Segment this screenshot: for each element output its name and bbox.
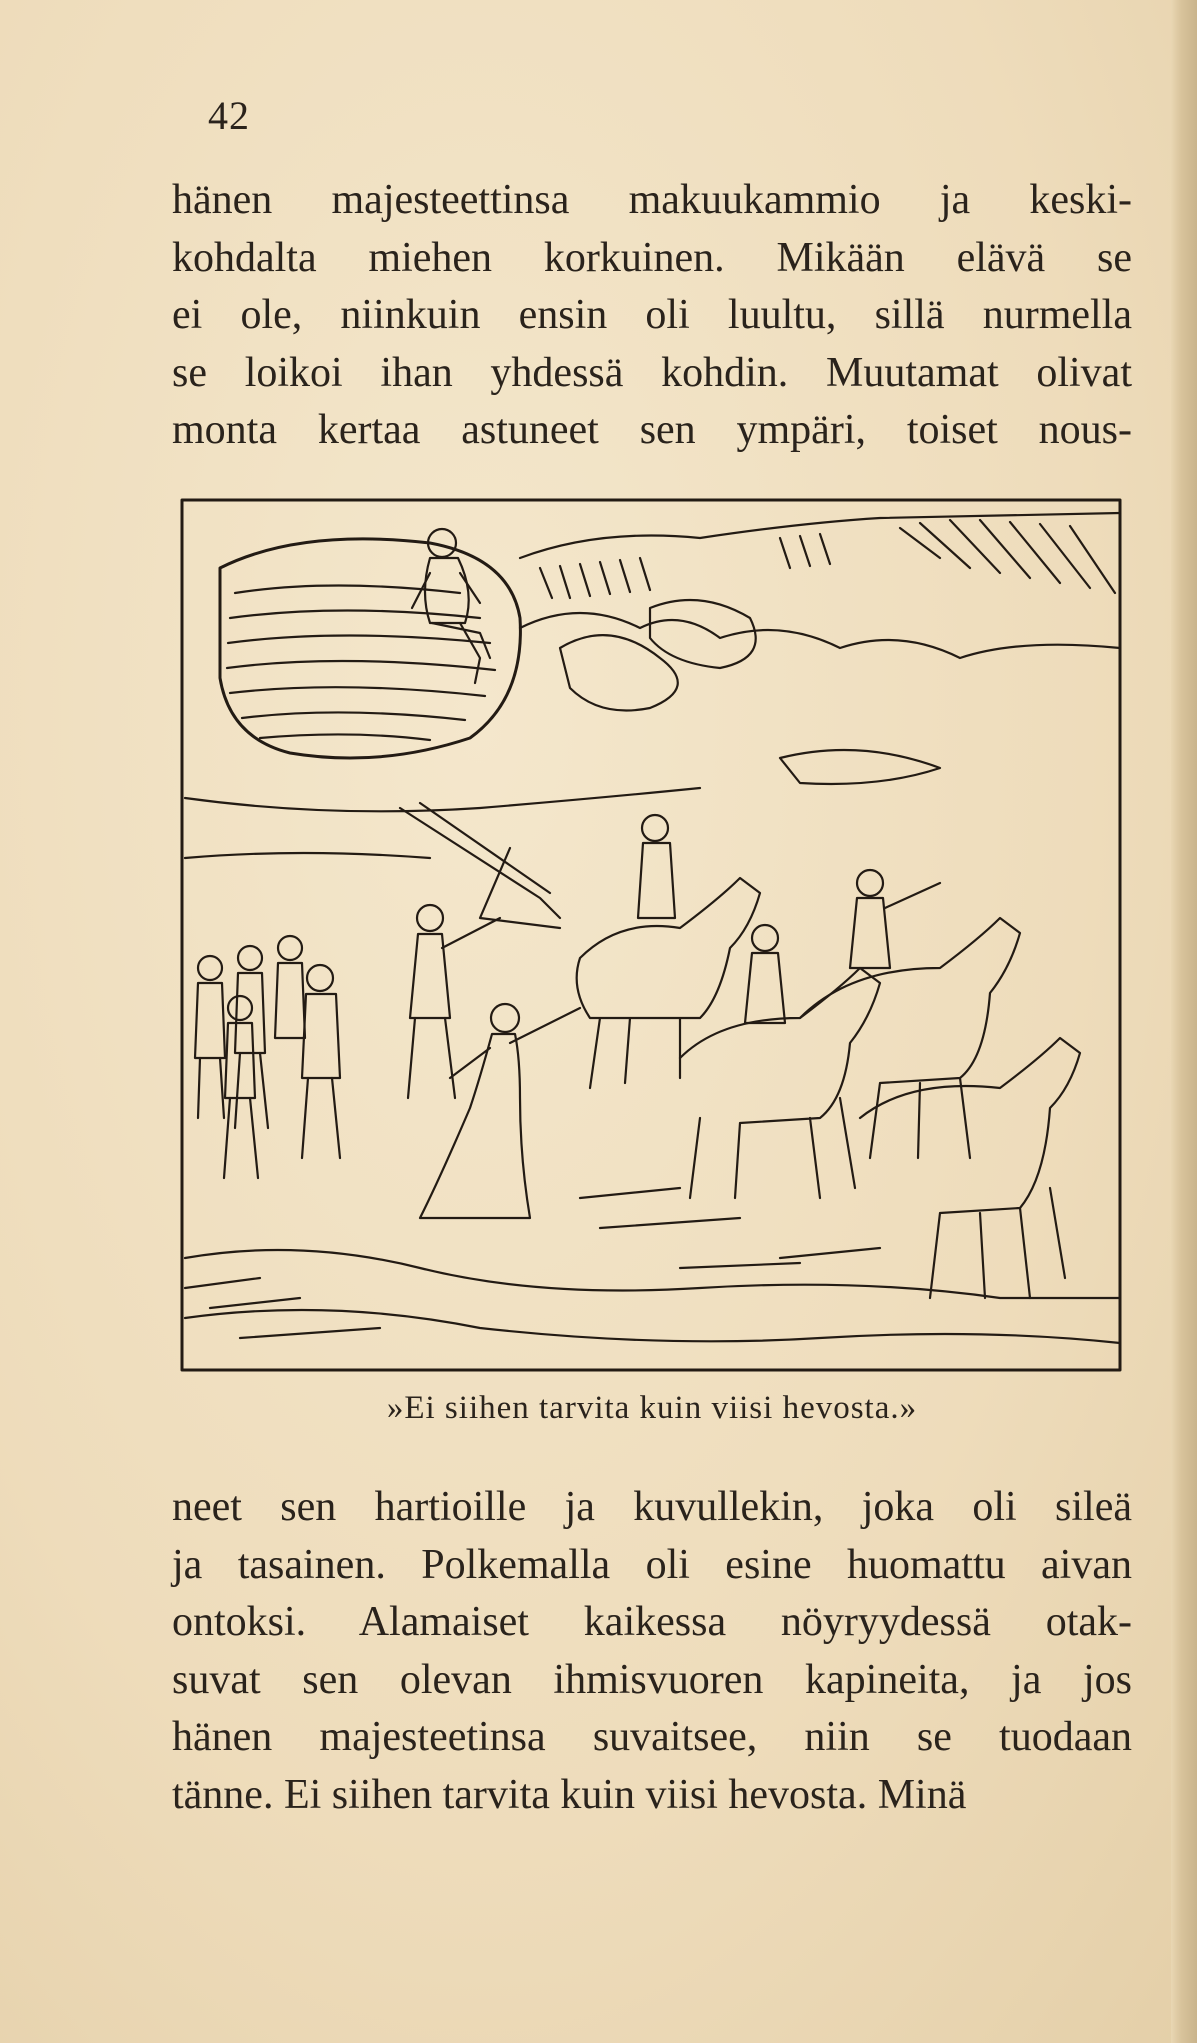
bottom-paragraph xyxy=(172,1479,1132,1825)
text-line: hänen majesteettinsa makuukammio ja keski- xyxy=(172,177,1132,223)
text-line: hänen majesteetinsa suvaitsee, niin se tuodaan xyxy=(172,1714,1132,1761)
illustration xyxy=(180,498,1122,1372)
page-edge xyxy=(1171,0,1197,2043)
seated-figure xyxy=(412,529,490,683)
crowd-left xyxy=(195,936,340,1178)
text-line: ontoksi. Alamaiset kaikessa nöyryydessä otak- xyxy=(172,1599,1132,1646)
illustration-caption: »Ei siihen tarvita kuin viisi hevosta.» xyxy=(386,1390,918,1426)
hillside xyxy=(185,513,1120,858)
text-line: ja tasainen. Polkemalla oli esine huomattu aivan xyxy=(172,1541,1132,1588)
page-number: 42 xyxy=(208,93,250,138)
top-paragraph xyxy=(172,172,1132,460)
text-line: se loikoi ihan yhdessä kohdin. Muutamat olivat xyxy=(172,349,1132,396)
text-line: ei ole, niinkuin ensin oli luultu, sillä nurmella xyxy=(172,292,1132,339)
text-line: kohdalta miehen korkuinen. Mikään elävä se xyxy=(172,234,1132,281)
text-line: monta kertaa astuneet sen ympäri, toiset nous- xyxy=(172,407,1132,454)
text-line: tänne. Ei siihen tarvita kuin viisi hevosta. Minä xyxy=(172,1771,967,1818)
woman-figure xyxy=(420,1004,580,1218)
text-line: neet sen hartioille ja kuvullekin, joka oli sileä xyxy=(172,1484,1132,1530)
plough xyxy=(400,803,560,928)
text-line: suvat sen olevan ihmisvuoren kapineita, ja jos xyxy=(172,1656,1132,1703)
horses xyxy=(577,815,1080,1298)
man-with-staff xyxy=(408,905,500,1098)
